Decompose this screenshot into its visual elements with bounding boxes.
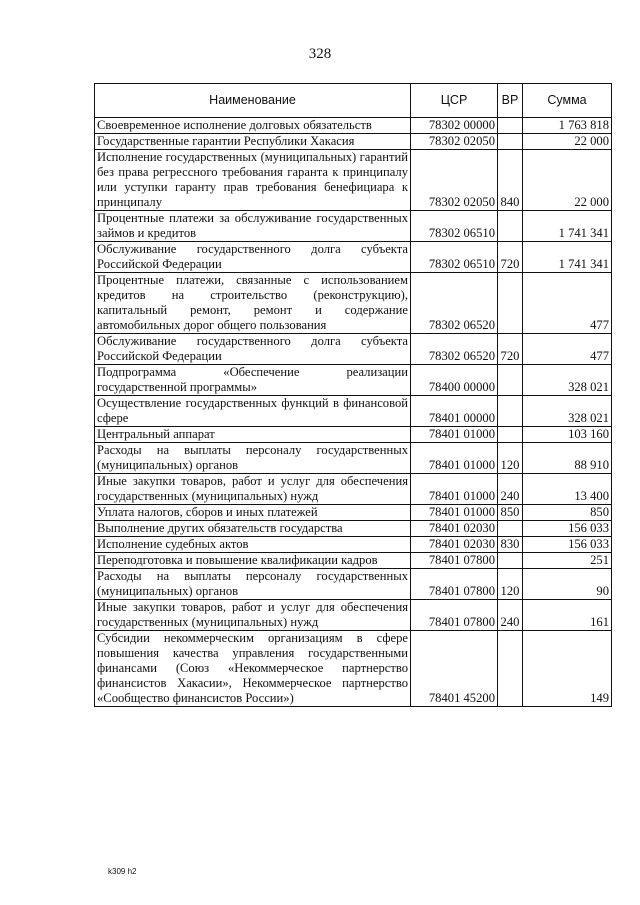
cell-sum: 156 033: [523, 521, 612, 537]
cell-vr: 120: [498, 443, 523, 474]
cell-sum: 1 763 818: [523, 118, 612, 134]
header-sum: Сумма: [523, 84, 612, 118]
cell-name: Центральный аппарат: [95, 427, 411, 443]
header-name: Наименование: [95, 84, 411, 118]
cell-vr: [498, 118, 523, 134]
table-row: [95, 334, 612, 365]
table-row: [95, 521, 612, 537]
table-row: [95, 537, 612, 553]
cell-vr: 840: [498, 150, 523, 211]
cell-name: Процентные платежи за обслуживание государственных займов и кредитов: [95, 211, 411, 242]
cell-sum: 477: [523, 334, 612, 365]
table-header-row: [95, 84, 612, 118]
cell-vr: 720: [498, 242, 523, 273]
cell-sum: 328 021: [523, 396, 612, 427]
footer-code: k309 h2: [108, 867, 137, 876]
cell-sum: 88 910: [523, 443, 612, 474]
cell-vr: 830: [498, 537, 523, 553]
cell-sum: 90: [523, 569, 612, 600]
table-row: [95, 211, 612, 242]
cell-vr: [498, 273, 523, 334]
cell-csr: 78401 45200: [411, 631, 498, 707]
cell-name: Иные закупки товаров, работ и услуг для обеспечения государственных (муниципальных) нужд: [95, 474, 411, 505]
cell-name: Уплата налогов, сборов и иных платежей: [95, 505, 411, 521]
table-row: [95, 553, 612, 569]
cell-csr: 78401 00000: [411, 396, 498, 427]
cell-csr: 78401 01000: [411, 443, 498, 474]
header-csr: ЦСР: [411, 84, 498, 118]
cell-csr: 78401 01000: [411, 505, 498, 521]
cell-csr: 78401 07800: [411, 600, 498, 631]
cell-sum: 1 741 341: [523, 242, 612, 273]
cell-sum: 13 400: [523, 474, 612, 505]
cell-vr: [498, 365, 523, 396]
cell-name: Иные закупки товаров, работ и услуг для обеспечения государственных (муниципальных) нужд: [95, 600, 411, 631]
cell-csr: 78401 02030: [411, 521, 498, 537]
cell-vr: 120: [498, 569, 523, 600]
cell-name: Государственные гарантии Республики Хакасия: [95, 134, 411, 150]
page-number: 328: [308, 46, 332, 62]
cell-vr: 850: [498, 505, 523, 521]
cell-name: Обслуживание государственного долга субъекта Российской Федерации: [95, 242, 411, 273]
cell-csr: 78302 06520: [411, 334, 498, 365]
cell-name: Подпрограмма «Обеспечение реализации государственной программы»: [95, 365, 411, 396]
table-row: [95, 150, 612, 211]
table-row: [95, 474, 612, 505]
cell-sum: 22 000: [523, 150, 612, 211]
table-row: [95, 365, 612, 396]
cell-csr: 78302 06510: [411, 242, 498, 273]
cell-vr: [498, 396, 523, 427]
cell-csr: 78302 02050: [411, 134, 498, 150]
cell-name: Обслуживание государственного долга субъекта Российской Федерации: [95, 334, 411, 365]
cell-csr: 78401 02030: [411, 537, 498, 553]
cell-csr: 78401 07800: [411, 569, 498, 600]
cell-vr: [498, 427, 523, 443]
cell-sum: 103 160: [523, 427, 612, 443]
cell-vr: 240: [498, 474, 523, 505]
cell-vr: 240: [498, 600, 523, 631]
cell-sum: 161: [523, 600, 612, 631]
cell-sum: 156 033: [523, 537, 612, 553]
cell-sum: 328 021: [523, 365, 612, 396]
cell-name: Исполнение государственных (муниципальных) гарантий без права регрессного требования гаранта к принципалу или уступки гаранту прав требования бенефициара к принципалу: [95, 150, 411, 211]
cell-csr: 78302 06520: [411, 273, 498, 334]
cell-csr: 78400 00000: [411, 365, 498, 396]
cell-sum: 22 000: [523, 134, 612, 150]
cell-csr: 78401 01000: [411, 427, 498, 443]
table-row: [95, 242, 612, 273]
cell-sum: 251: [523, 553, 612, 569]
cell-name: Переподготовка и повышение квалификации кадров: [95, 553, 411, 569]
budget-table: [94, 83, 612, 707]
table-row: [95, 631, 612, 707]
cell-csr: 78401 01000: [411, 474, 498, 505]
cell-name: Своевременное исполнение долговых обязательств: [95, 118, 411, 134]
cell-sum: 850: [523, 505, 612, 521]
table-body: [95, 118, 612, 707]
cell-vr: [498, 134, 523, 150]
cell-name: Выполнение других обязательств государства: [95, 521, 411, 537]
table-row: [95, 569, 612, 600]
cell-sum: 1 741 341: [523, 211, 612, 242]
cell-csr: 78302 02050: [411, 150, 498, 211]
table-row: [95, 600, 612, 631]
cell-name: Осуществление государственных функций в финансовой сфере: [95, 396, 411, 427]
cell-name: Расходы на выплаты персоналу государственных (муниципальных) органов: [95, 443, 411, 474]
cell-csr: 78302 00000: [411, 118, 498, 134]
cell-sum: 477: [523, 273, 612, 334]
table-row: [95, 396, 612, 427]
cell-vr: 720: [498, 334, 523, 365]
cell-vr: [498, 631, 523, 707]
cell-name: Исполнение судебных актов: [95, 537, 411, 553]
table-row: [95, 118, 612, 134]
cell-vr: [498, 211, 523, 242]
cell-name: Расходы на выплаты персоналу государственных (муниципальных) органов: [95, 569, 411, 600]
table-row: [95, 427, 612, 443]
cell-csr: 78401 07800: [411, 553, 498, 569]
table-row: [95, 134, 612, 150]
cell-sum: 149: [523, 631, 612, 707]
cell-name: Субсидии некоммерческим организациям в сфере повышения качества управления государственными финансами (Союз «Некоммерческое партнерство финансистов Хакасии», Некоммерческое партнерство «Сообщество финансистов России»): [95, 631, 411, 707]
table-row: [95, 273, 612, 334]
cell-vr: [498, 553, 523, 569]
budget-table-container: [94, 83, 611, 707]
cell-csr: 78302 06510: [411, 211, 498, 242]
cell-name: Процентные платежи, связанные с использованием кредитов на строительство (реконструкцию), капитальный ремонт, ремонт и содержание автомобильных дорог общего пользования: [95, 273, 411, 334]
table-row: [95, 443, 612, 474]
cell-vr: [498, 521, 523, 537]
header-vr: ВР: [498, 84, 523, 118]
table-row: [95, 505, 612, 521]
